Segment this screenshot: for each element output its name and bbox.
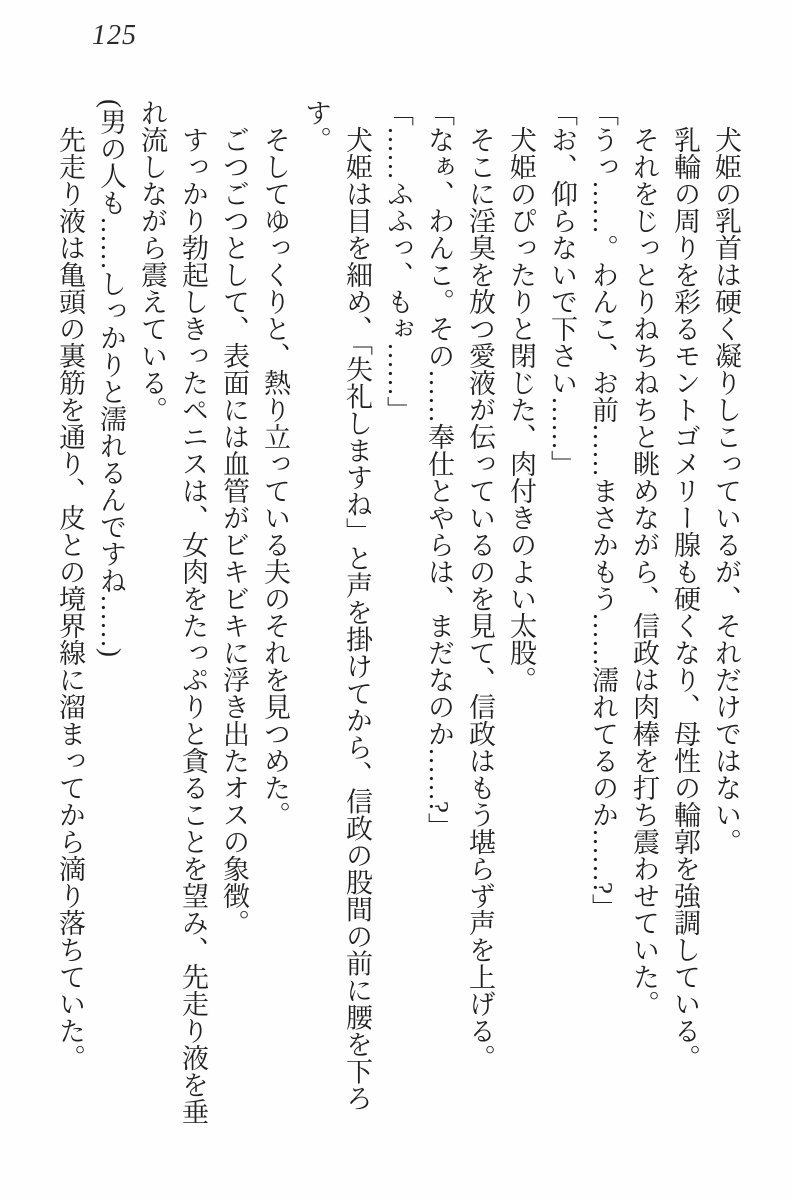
paragraph: そこに淫臭を放つ愛液が伝っているのを見て、信政はもう堪らず声を上げる。 [465, 126, 495, 1071]
paragraph: 先走り液は亀頭の裏筋を通り、皮との境界線に溜まってから滴り落ちていた。 [55, 126, 85, 1071]
paragraph: 犬姫は目を細め、「失礼しますね」と声を掛けてから、信政の股間の前に腰を下ろす。 [301, 99, 372, 1112]
paragraph: 「お、仰らないで下さい……」 [547, 99, 577, 477]
page-number: 125 [92, 20, 137, 51]
paragraph: (男の人も……しっかりと濡れるんですね……) [96, 99, 126, 657]
paragraph: 乳輪の周りを彩るモントゴメリー腺も硬くなり、母性の輪郭を強調している。 [670, 126, 700, 1071]
paragraph: ごつごつとして、表面には血管がビキビキに浮き出たオスの象徴。 [219, 126, 249, 936]
paragraph: 犬姫のぴったりと閉じた、肉付きのよい太股。 [506, 126, 536, 693]
paragraph: 「うっ……。わんこ、お前……まさかもう……濡れてるのか……?」 [588, 99, 618, 921]
paragraph: すっかり勃起しきったペニスは、女肉をたっぷりと貪ることを望み、先走り液を垂れ流しながら震えている。 [137, 99, 208, 1125]
paragraph: それをじっとりねちねちと眺めながら、信政は肉棒を打ち震わせていた。 [629, 126, 659, 1017]
body-text-block [49, 99, 746, 1130]
paragraph: 犬姫の乳首は硬く凝りしこっているが、それだけではない。 [711, 126, 741, 855]
paragraph: そしてゆっくりと、熱り立っている夫のそれを見つめた。 [260, 126, 290, 828]
paragraph: 「なぁ、わんこ。その……奉仕とやらは、まだなのか……?」 [424, 99, 454, 840]
paragraph: 「……ふふっ、もぉ……」 [383, 99, 413, 423]
